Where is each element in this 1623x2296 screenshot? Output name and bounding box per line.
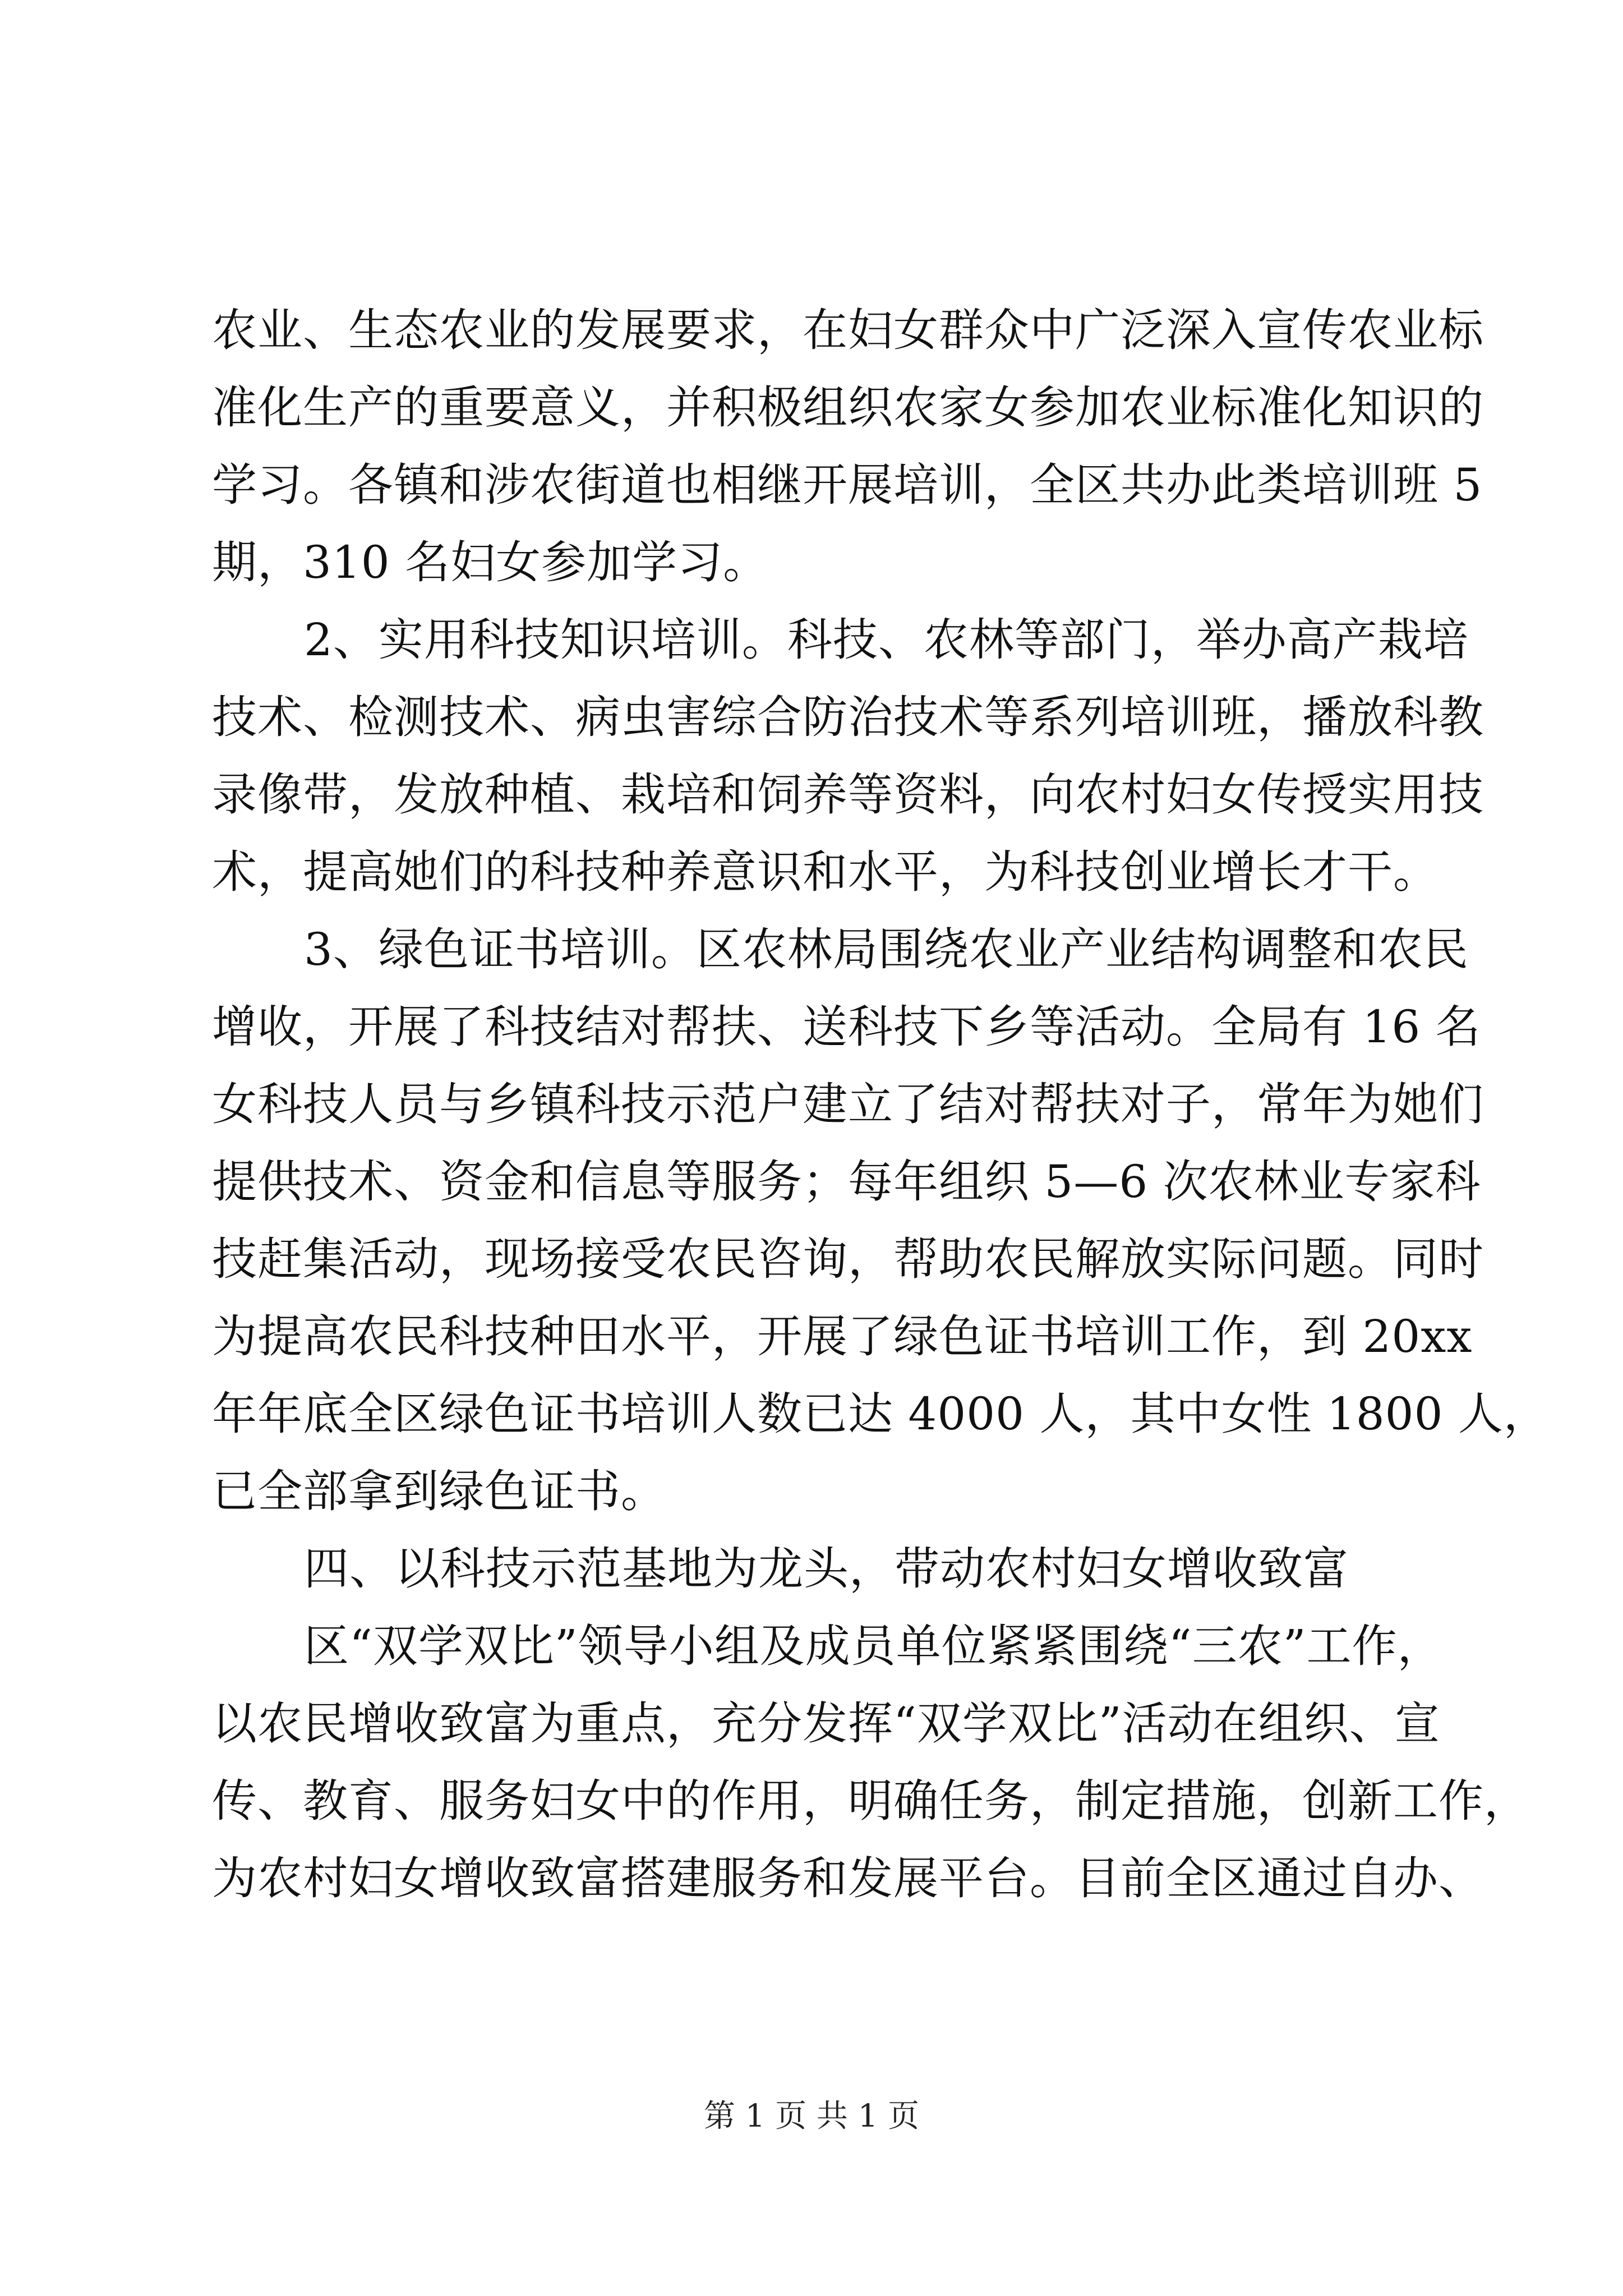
section-heading-line: 四、以科技示范基地为龙头，带动农村妇女增收致富 [304,1543,1349,1595]
text-line: 区“双学双比”领导小组及成员单位紧紧围绕“三农”工作， [304,1620,1443,1672]
text-line: 技术、检测技术、病虫害综合防治技术等系列培训班，播放科教 [212,691,1484,743]
text-line: 传、教育、服务妇女中的作用，明确任务，制定措施，创新工作， [212,1775,1529,1827]
body-text [212,292,1549,1917]
paragraph-heading-line: 2、实用科技知识培训。科技、农林等部门，举办高产栽培 [304,614,1469,666]
text-line: 年年底全区绿色证书培训人数已达 4000 人，其中女性 1800 人， [212,1388,1549,1440]
text-line: 增收，开展了科技结对帮扶、送科技下乡等活动。全局有 16 名 [212,1001,1481,1053]
text-line: 术，提高她们的科技种养意识和水平，为科技创业增长才干。 [212,846,1438,898]
text-line: 农业、生态农业的发展要求，在妇女群众中广泛深入宣传农业标 [212,304,1484,356]
text-line: 期，310 名妇女参加学习。 [212,536,769,588]
text-line: 录像带，发放种植、栽培和饲养等资料，向农村妇女传授实用技 [212,769,1484,821]
text-line: 以农民增收致富为重点，充分发挥“双学双比”活动在组织、宣 [212,1697,1440,1750]
text-line: 为提高农民科技种田水平，开展了绿色证书培训工作，到 20xx [212,1310,1473,1363]
text-line: 学习。各镇和涉农街道也相继开展培训，全区共办此类培训班 5 [212,459,1483,511]
text-line: 为农村妇女增收致富搭建服务和发展平台。目前全区通过自办、 [212,1852,1484,1904]
text-line: 准化生产的重要意义，并积极组织农家女参加农业标准化知识的 [212,381,1484,434]
text-line: 技赶集活动，现场接受农民咨询，帮助农民解放实际问题。同时 [212,1233,1484,1285]
text-line: 女科技人员与乡镇科技示范户建立了结对帮扶对子，常年为她们 [212,1078,1484,1130]
text-line: 提供技术、资金和信息等服务；每年组织 5—6 次农林业专家科 [212,1156,1481,1208]
paragraph-heading-line: 3、绿色证书培训。区农林局围绕农业产业结构调整和农民 [304,923,1469,976]
text-line: 已全部拿到绿色证书。 [212,1465,666,1517]
page-number-footer: 第 1 页 共 1 页 [703,2098,920,2134]
